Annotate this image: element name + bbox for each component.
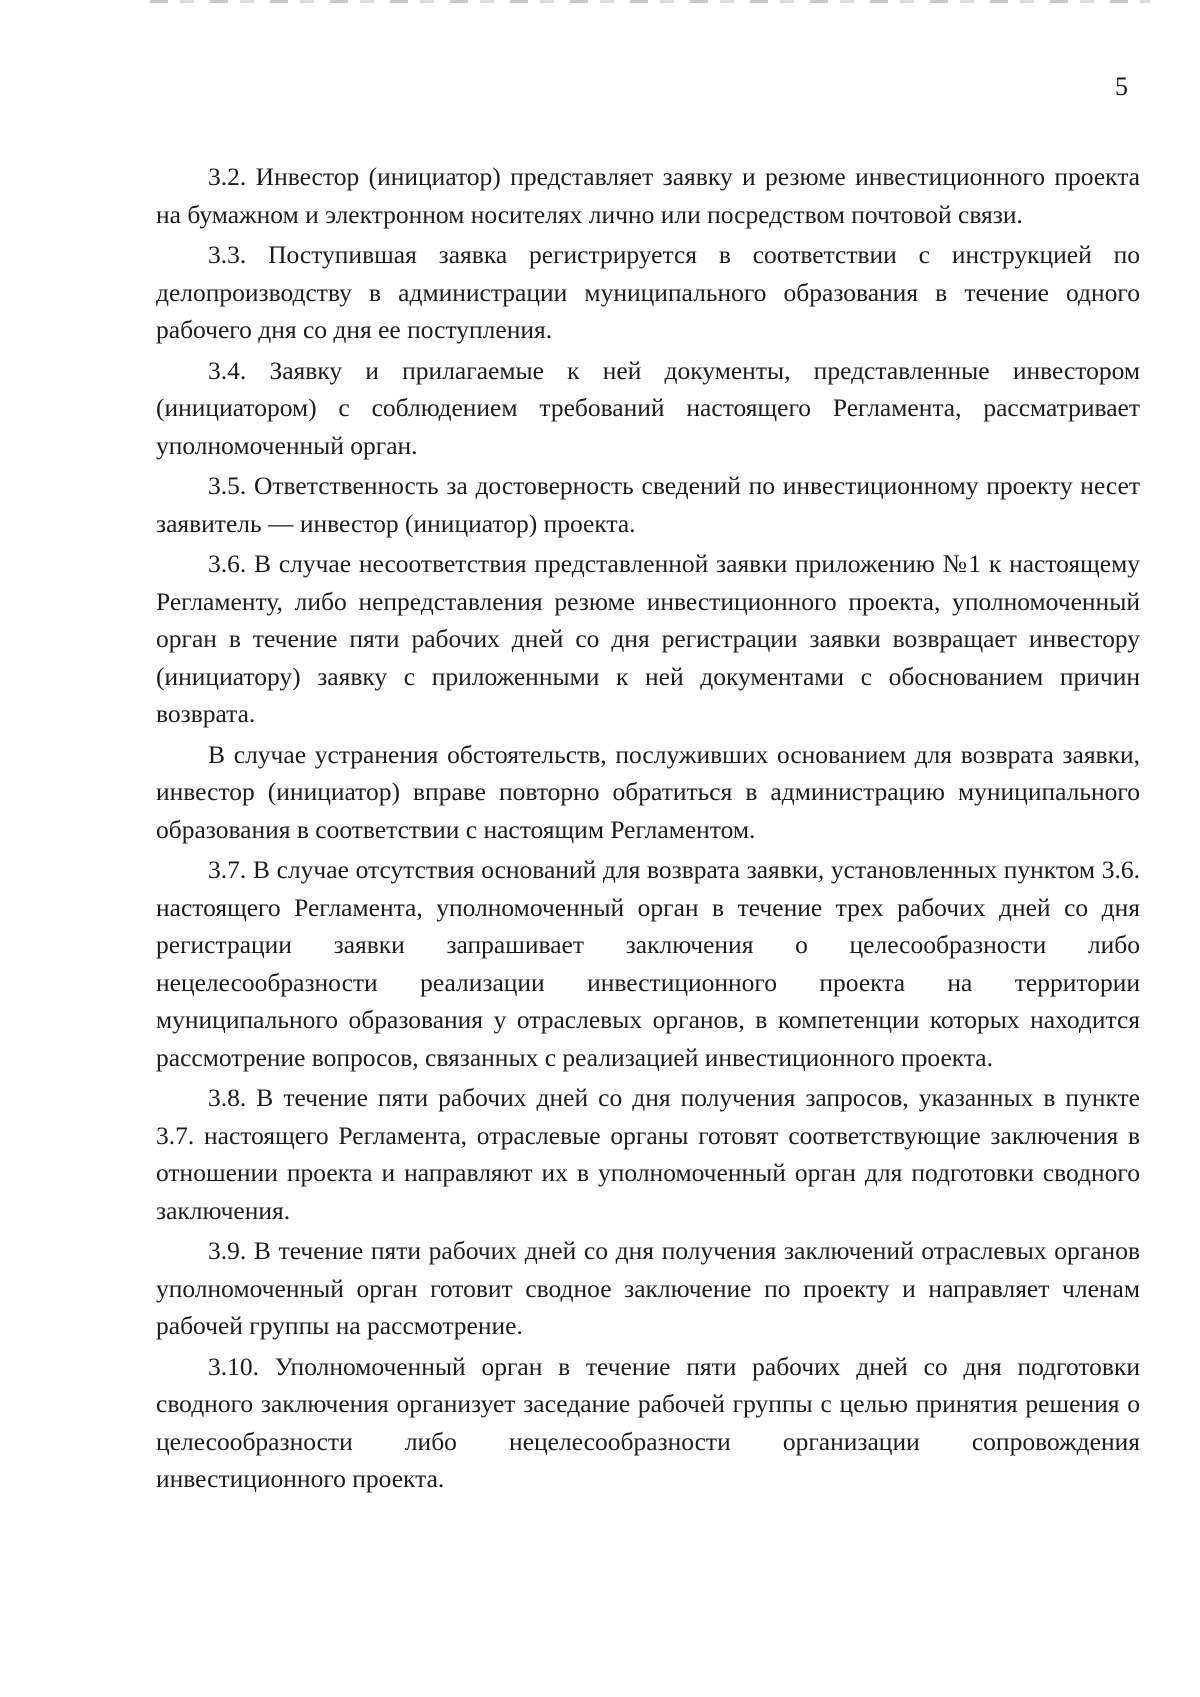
paragraph-3-10: 3.10. Уполномоченный орган в течение пяти рабочих дней со дня подготовки сводного заключения организует заседание рабочей группы с целью принятия решения о целесообразности либо нецелесообразности организации сопровождения инвестиционного проекта. (156, 1351, 1140, 1493)
paragraph-3-4: 3.4. Заявку и прилагаемые к ней документы, представленные инвестором (инициатором) с соблюдением требований настоящего Регламента, рассматривает уполномоченный орган. (156, 355, 1140, 460)
paragraph-3-5: 3.5. Ответственность за достоверность сведений по инвестиционному проекту несет заявитель — инвестор (инициатор) проекта. (156, 471, 1140, 538)
paragraph-3-2: 3.2. Инвестор (инициатор) представляет заявку и резюме инвестиционного проекта на бумажном и электронном носителях лично или посредством почтовой связи. (156, 162, 1140, 229)
paragraph-3-8: 3.8. В течение пяти рабочих дней со дня получения запросов, указанных в пункте 3.7. настоящего Регламента, отраслевые органы готовят соответствующие заключения в отношении проекта и направляют их в уполномоченный орган для подготовки сводного заключения. (156, 1083, 1140, 1225)
page-number: 5 (1115, 72, 1128, 101)
paragraph-3-6: 3.6. В случае несоответствия представленной заявки приложению №1 к настоящему Регламенту, либо непредставления резюме инвестиционного проекта, уполномоченный орган в течение пяти рабочих дней со дня регистрации заявки возвращает инвестору (инициатору) заявку с приложенными к ней документами с обоснованием причин возврата. (156, 549, 1140, 728)
paragraph-3-6-continuation: В случае устранения обстоятельств, послуживших основанием для возврата заявки, инвестор (инициатор) вправе повторно обратиться в администрацию муниципального образования в соответствии с настоящим Регламентом. (156, 739, 1140, 844)
scan-edge-artifact (150, 0, 1150, 3)
paragraph-3-3: 3.3. Поступившая заявка регистрируется в соответствии с инструкцией по делопроизводству в администрации муниципального образования в течение одного рабочего дня со дня ее поступления. (156, 240, 1140, 344)
paragraph-3-7: 3.7. В случае отсутствия оснований для возврата заявки, установленных пунктом 3.6. настоящего Регламента, уполномоченный орган в течение трех рабочих дней со дня регистрации заявки запрашивает заключения о целесообразности либо нецелесообразности реализации инвестиционного проекта на территории муниципального образования у отраслевых органов, в компетенции которых находится рассмотрение вопросов, связанных с реализацией инвестиционного проекта. (156, 855, 1140, 1072)
document-body (156, 158, 1140, 1501)
paragraph-3-9: 3.9. В течение пяти рабочих дней со дня получения заключений отраслевых органов уполномоченный орган готовит сводное заключение по проекту и направляет членам рабочей группы на рассмотрение. (156, 1236, 1140, 1340)
